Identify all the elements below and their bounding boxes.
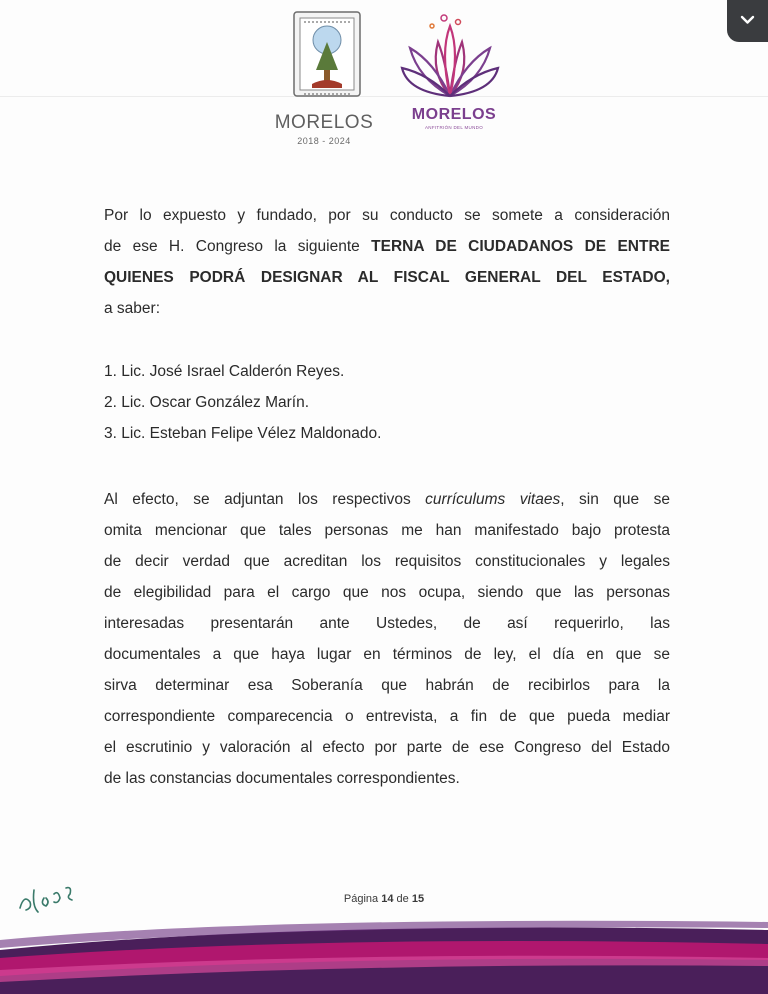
- lotus-icon: [400, 12, 500, 100]
- state-seal: [268, 10, 380, 150]
- paragraph-proposal: [104, 200, 670, 324]
- list-item: 1. Lic. José Israel Calderón Reyes.: [104, 363, 345, 380]
- text-line: interesadas presentarán ante Ustedes, de así requerirlo, las: [104, 615, 670, 632]
- list-item: 2. Lic. Oscar González Marín.: [104, 394, 310, 411]
- total-pages: 15: [411, 893, 425, 905]
- current-page: 14: [381, 893, 394, 905]
- candidate-list: [104, 356, 670, 449]
- italic-segment: currículums vitaes: [425, 491, 561, 508]
- text-line: de las constancias documentales correspondientes.: [104, 770, 460, 787]
- text-line: [104, 484, 670, 515]
- header-divider: [0, 96, 768, 97]
- morelos-brand-logo: [398, 12, 508, 142]
- text-line: [104, 231, 670, 262]
- text-line: sirva determinar esa Soberanía que habrán de recibirlos para la: [104, 677, 670, 694]
- text-line: el escrutinio y valoración al efecto por parte de ese Congreso del Estado: [104, 739, 670, 756]
- bold-line: QUIENES PODRÁ DESIGNAR AL FISCAL GENERAL DEL ESTADO,: [104, 269, 670, 286]
- bold-segment: TERNA DE CIUDADANOS DE ENTRE: [371, 238, 670, 255]
- seal-title: MORELOS: [274, 112, 374, 133]
- text-line: Por lo expuesto y fundado, por su conducto se somete a consideración: [104, 207, 670, 224]
- text-line: a saber:: [104, 300, 161, 317]
- text-line: omita mencionar que tales personas me han manifestado bajo protesta: [104, 522, 670, 539]
- seal-years: 2018 - 2024: [297, 136, 351, 146]
- coat-of-arms-icon: [292, 10, 362, 102]
- text-segment: Al efecto, se adjuntan los respectivos: [104, 491, 426, 508]
- brand-tagline: ANFITRIÓN DEL MUNDO: [424, 125, 484, 130]
- paragraph-attachments: [104, 484, 670, 794]
- brand-title: MORELOS: [411, 106, 497, 123]
- text-segment: de ese H. Congreso la siguiente: [104, 238, 372, 255]
- expand-menu-button[interactable]: [727, 0, 768, 42]
- page-number: [0, 893, 768, 905]
- text-line: de decir verdad que acreditan los requisitos constitucionales y legales: [104, 553, 670, 570]
- page-of: de: [396, 893, 409, 905]
- page-label: Página: [343, 893, 379, 905]
- text-line: de elegibilidad para el cargo que nos ocupa, siendo que las personas: [104, 584, 670, 601]
- list-item: 3. Lic. Esteban Felipe Vélez Maldonado.: [104, 425, 382, 442]
- text-segment: , sin que se: [560, 491, 670, 508]
- chevron-down-icon: [740, 15, 755, 25]
- text-line: documentales a que haya lugar en términos de ley, el día en que se: [104, 646, 670, 663]
- text-line: correspondiente comparecencia o entrevista, a fin de que pueda mediar: [104, 708, 670, 725]
